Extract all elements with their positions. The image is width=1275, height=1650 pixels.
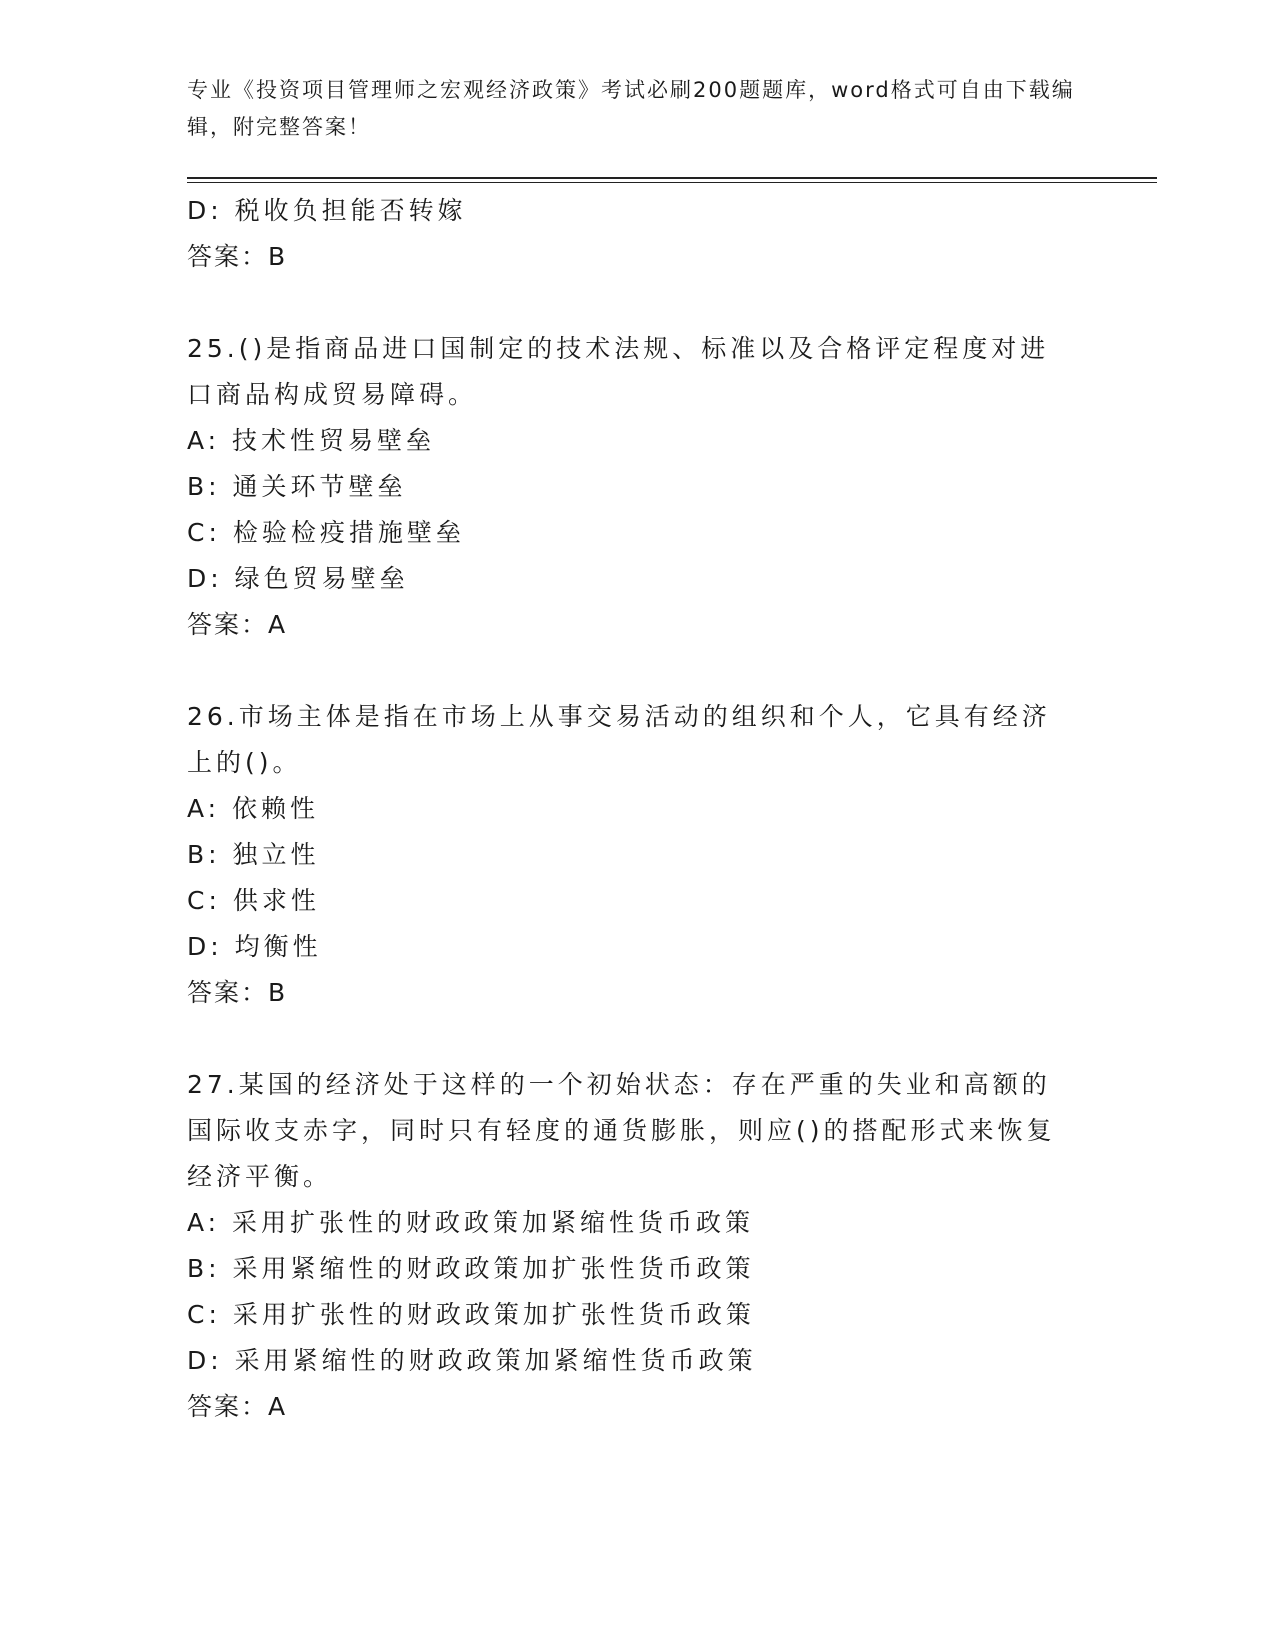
option-d: D: 绿色贸易壁垒 [187, 564, 409, 593]
document-body [187, 188, 1087, 1430]
option-b: B: 采用紧缩性的财政政策加扩张性货币政策 [187, 1254, 755, 1283]
option-d: D: 税收负担能否转嫁 [187, 196, 467, 225]
option-c: C: 供求性 [187, 886, 320, 915]
header-divider-thick [187, 177, 1157, 179]
answer: 答案：B [187, 242, 288, 271]
question-26 [187, 694, 1087, 1016]
option-b: B: 独立性 [187, 840, 320, 869]
option-b: B: 通关环节壁垒 [187, 472, 407, 501]
header-divider-thin [187, 182, 1157, 183]
answer: 答案：A [187, 610, 288, 639]
question-25 [187, 326, 1087, 648]
answer: 答案：A [187, 1392, 288, 1421]
question-text: 27.某国的经济处于这样的一个初始状态：存在严重的失业和高额的国际收支赤字，同时只有轻度的通货膨胀，则应()的搭配形式来恢复经济平衡。 [187, 1070, 1056, 1191]
option-c: C: 采用扩张性的财政政策加扩张性货币政策 [187, 1300, 755, 1329]
question-text: 25.()是指商品进口国制定的技术法规、标准以及合格评定程度对进口商品构成贸易障碍。 [187, 334, 1050, 409]
question-27 [187, 1062, 1087, 1430]
option-c: C: 检验检疫措施壁垒 [187, 518, 465, 547]
option-a: A: 依赖性 [187, 794, 320, 823]
question-text: 26.市场主体是指在市场上从事交易活动的组织和个人，它具有经济上的()。 [187, 702, 1051, 777]
option-d: D: 均衡性 [187, 932, 322, 961]
option-a: A: 技术性贸易壁垒 [187, 426, 436, 455]
answer: 答案：B [187, 978, 288, 1007]
option-a: A: 采用扩张性的财政政策加紧缩性货币政策 [187, 1208, 755, 1237]
document-header: 专业《投资项目管理师之宏观经济政策》考试必刷200题题库，word格式可自由下载编辑，附完整答案！ [187, 78, 1075, 139]
option-d: D: 采用紧缩性的财政政策加紧缩性货币政策 [187, 1346, 757, 1375]
previous-question-tail [187, 188, 1087, 280]
